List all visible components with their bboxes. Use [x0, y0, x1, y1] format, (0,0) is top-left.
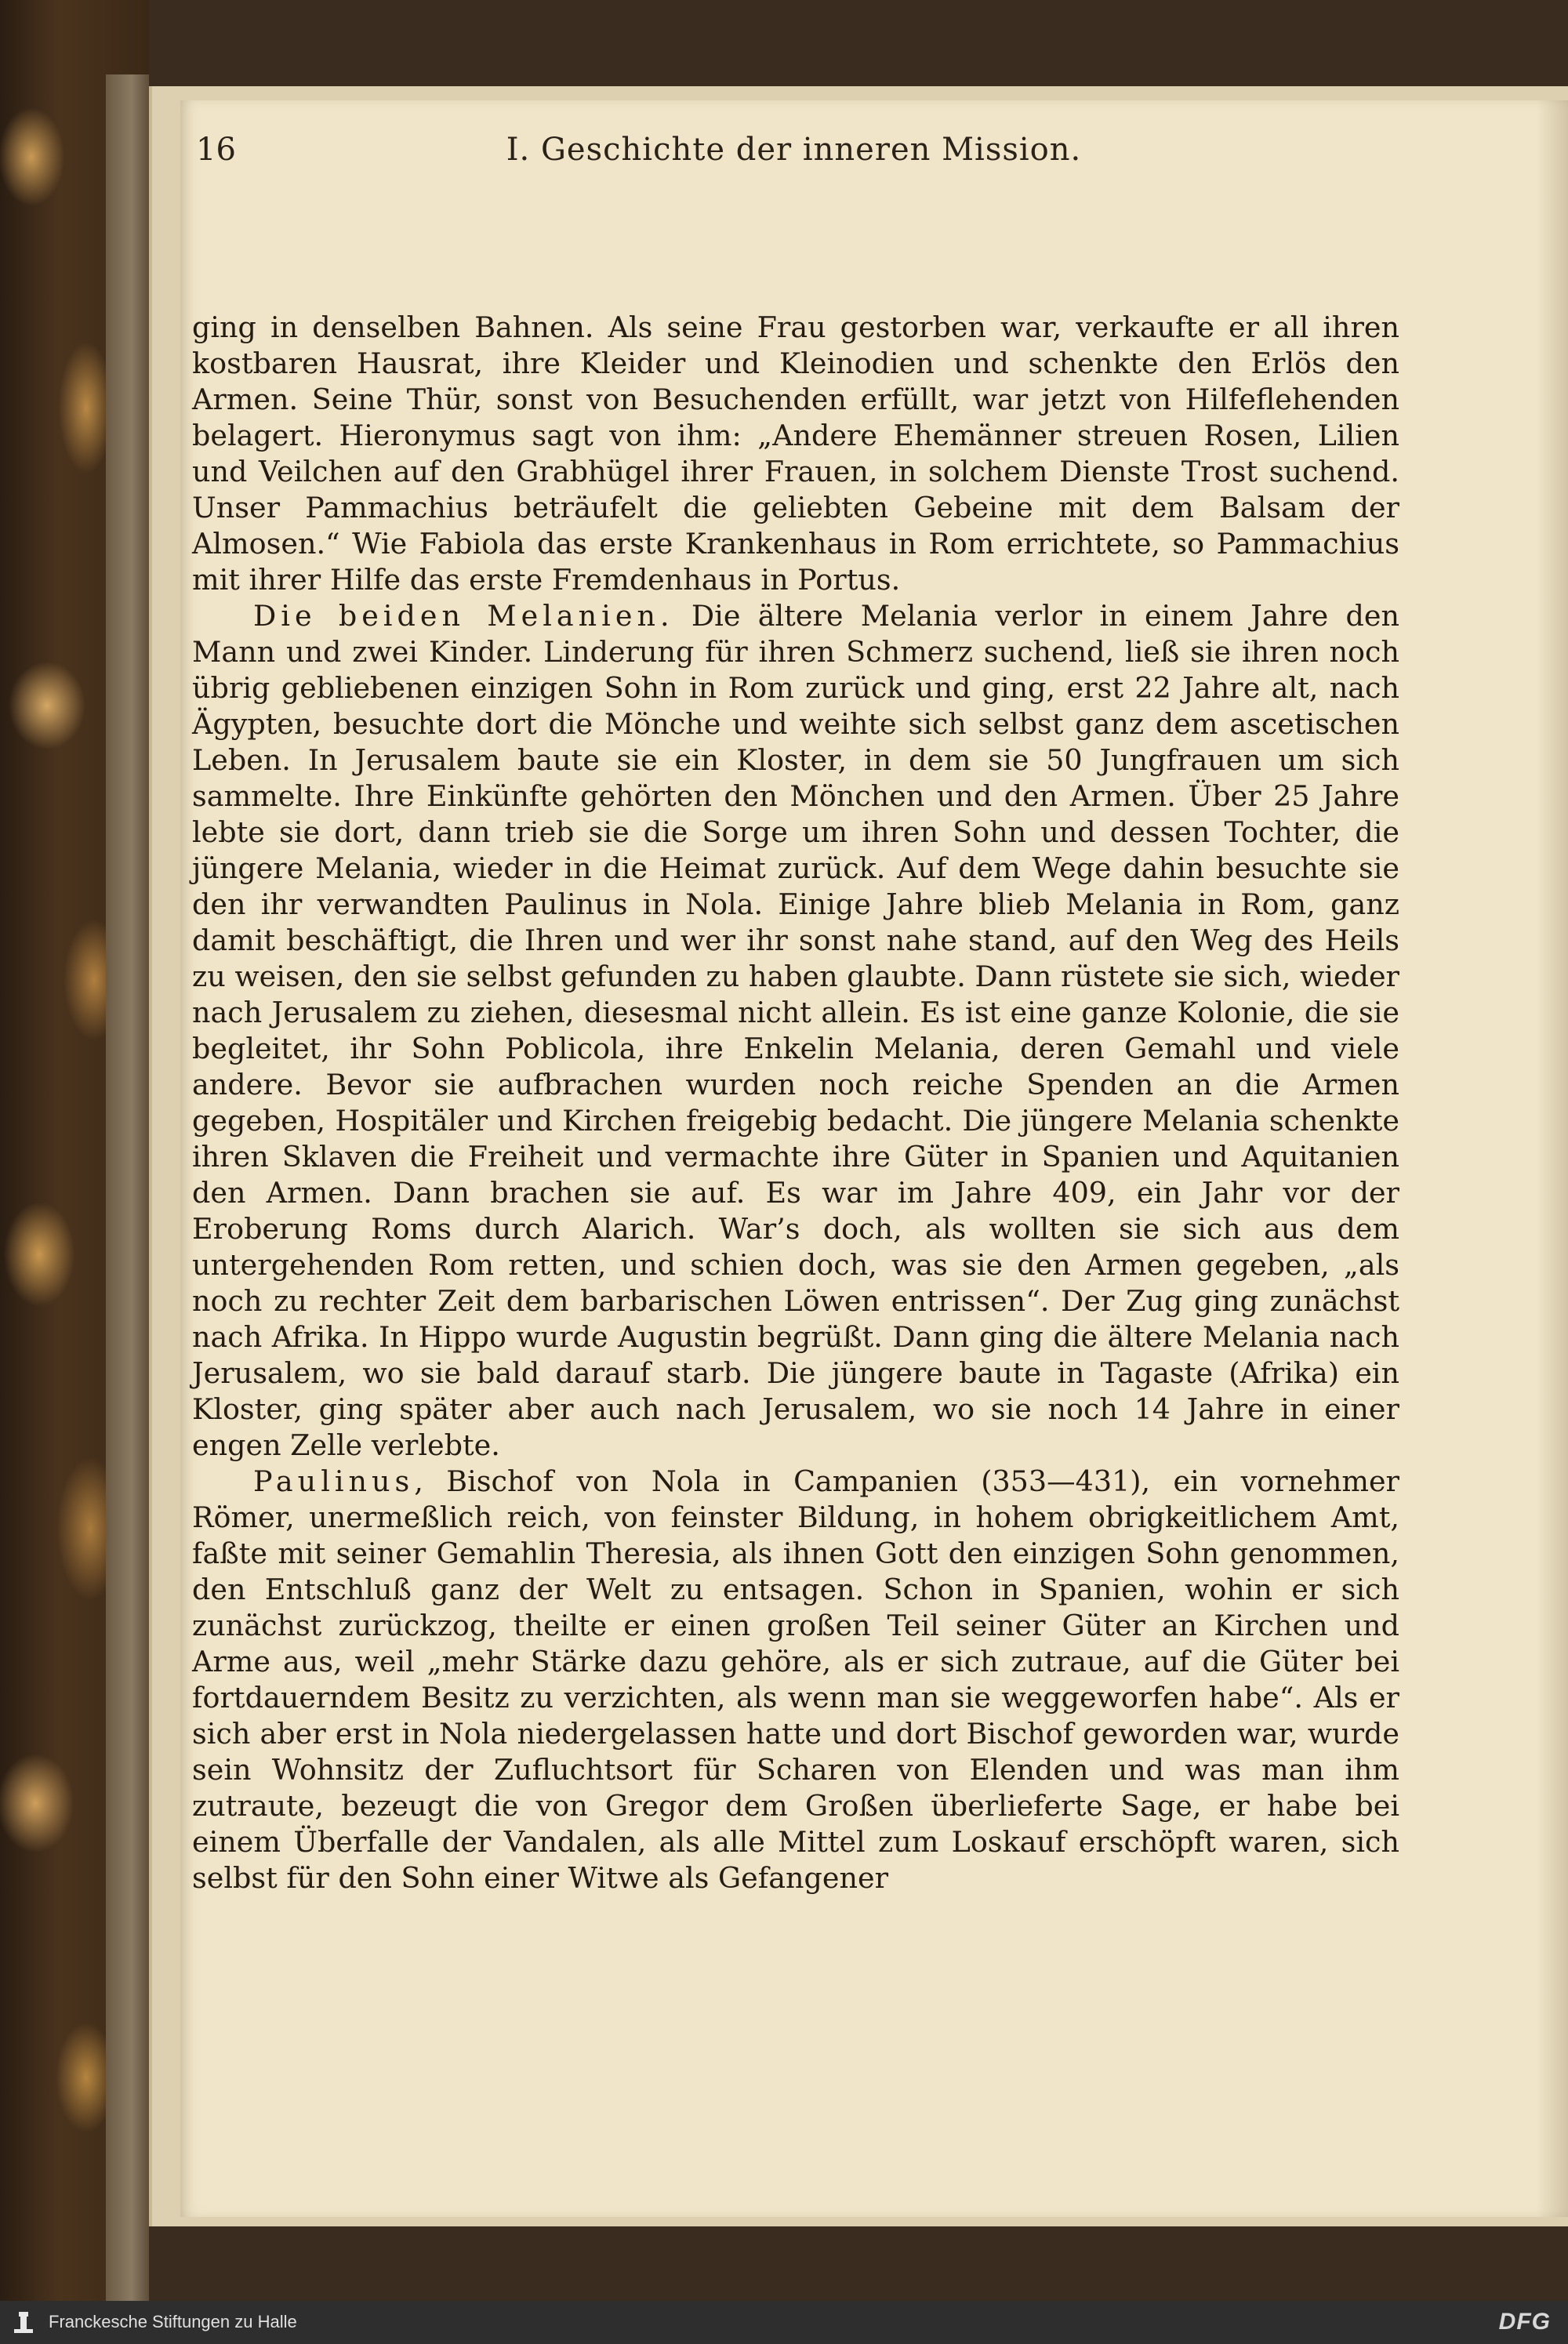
page-header: [196, 132, 1392, 179]
institution-logo-icon: [8, 2307, 39, 2339]
page-gutter-shade: [1537, 100, 1568, 2217]
viewer-footer-bar: [0, 2301, 1568, 2344]
body-text: [192, 310, 1399, 1896]
running-title: I. Geschichte der inneren Mission.: [506, 132, 1082, 168]
book-spine-edge: [106, 74, 149, 2301]
page-number: 16: [196, 132, 236, 168]
paragraph-2-text: Die ältere Melania verlor in einem Jahre den Mann und zwei Kinder. Linderung für ihren Schmerz suchend, ließ sie ihren noch übrig gebliebenen einzigen Sohn in Rom zurück und ging, erst 22 Jahre alt, nach Ägypten, besuchte dort die Mönche und weihte sich selbst ganz dem ascetischen Leben. In Jerusalem baute sie ein Kloster, in dem sie 50 Jungfrauen um sich sammelte. Ihre Einkünfte gehörten den Mönchen und den Armen. Über 25 Jahre lebte sie dort, dann trieb sie die Sorge um ihren Sohn und dessen Tochter, die jüngere Melania, wieder in die Heimat zurück. Auf dem Wege dahin besuchte sie den ihr verwandten Paulinus in Nola. Einige Jahre blieb Melania in Rom, ganz damit beschäftigt, die Ihren und wer ihr sonst nahe stand, auf den Weg des Heils zu weisen, den sie selbst gefunden zu haben glaubte. Dann rüstete sie sich, wieder nach Jerusalem zu ziehen, diesesmal nicht allein. Es ist eine ganze Kolonie, die sie begleitet, ihr Sohn Poblicola, ihre Enkelin Melania, deren Gemahl und viele andere. Bevor sie aufbrachen wurden noch reiche Spenden an die Armen gegeben, Hospitäler und Kirchen freigebig bedacht. Die jüngere Melania schenkte ihren Sklaven die Freiheit und vermachte ihre Güter in Spanien und Aquitanien den Armen. Dann brachen sie auf. Es war im Jahre 409, ein Jahr vor der Eroberung Roms durch Alarich. War’s doch, als wollten sie sich aus dem untergehenden Rom retten, und schien doch, was sie den Armen gegeben, „als noch zu rechter Zeit dem barbarischen Löwen entrissen“. Der Zug ging zunächst nach Afrika. In Hippo wurde Augustin begrüßt. Dann ging die ältere Melania nach Jerusalem, wo sie bald darauf starb. Die jüngere baute in Tagaste (Afrika) ein Kloster, ging später aber auch nach Jerusalem, wo sie noch 14 Jahre in einer engen Zelle verlebte.: [192, 599, 1400, 1462]
paragraph-3-text: , Bischof von Nola in Campanien (353—431), ein vornehmer Römer, unermeßlich reich, von feinster Bildung, in hohem obrigkeitlichem Amt, faßte mit seiner Gemahlin Theresia, als ihnen Gott den einzigen Sohn genommen, den Entschluß ganz der Welt zu entsagen. Schon in Spanien, wohin er sich zunächst zurückzog, theilte er einen großen Teil seiner Güter an Kirchen und Arme aus, weil „mehr Stärke dazu gehöre, als er sich zutraue, auf die Güter bei fortdauerndem Besitz zu verzichten, als wenn man sie weggeworfen habe“. Als er sich aber erst in Nola niedergelassen hatte und dort Bischof geworden war, wurde sein Wohnsitz der Zufluchtsort für Scharen von Elenden und was man ihm zutraute, bezeugt die von Gregor dem Großen überlieferte Sage, er habe bei einem Überfalle der Vandalen, als alle Mittel zum Loskauf erschöpft waren, sich selbst für den Sohn einer Witwe als Gefangener: [192, 1464, 1399, 1895]
section-name-melanien: Die beiden Melanien.: [253, 599, 674, 633]
institution-label: Franckesche Stiftungen zu Halle: [49, 2312, 297, 2331]
dfg-logo: DFG: [1498, 2309, 1551, 2335]
section-name-paulinus: Paulinus: [253, 1464, 415, 1498]
paragraph-3: [192, 1464, 1399, 1896]
paragraph-2: [192, 598, 1399, 1464]
paragraph-1: ging in denselben Bahnen. Als seine Frau gestorben war, verkaufte er all ihren kostbaren Hausrat, ihre Kleider und Kleinodien und schenkte den Erlös den Armen. Seine Thür, sonst von Besuchenden erfüllt, war jetzt von Hilfeflehenden belagert. Hieronymus sagt von ihm: „Andere Ehemänner streuen Rosen, Lilien und Veilchen auf den Grabhügel ihrer Frauen, in solchem Dienste Trost suchend. Unser Pammachius beträufelt die geliebten Gebeine mit dem Balsam der Almosen.“ Wie Fabiola das erste Krankenhaus in Rom errichtete, so Pammachius mit ihrer Hilfe das erste Fremdenhaus in Portus.: [192, 310, 1399, 597]
